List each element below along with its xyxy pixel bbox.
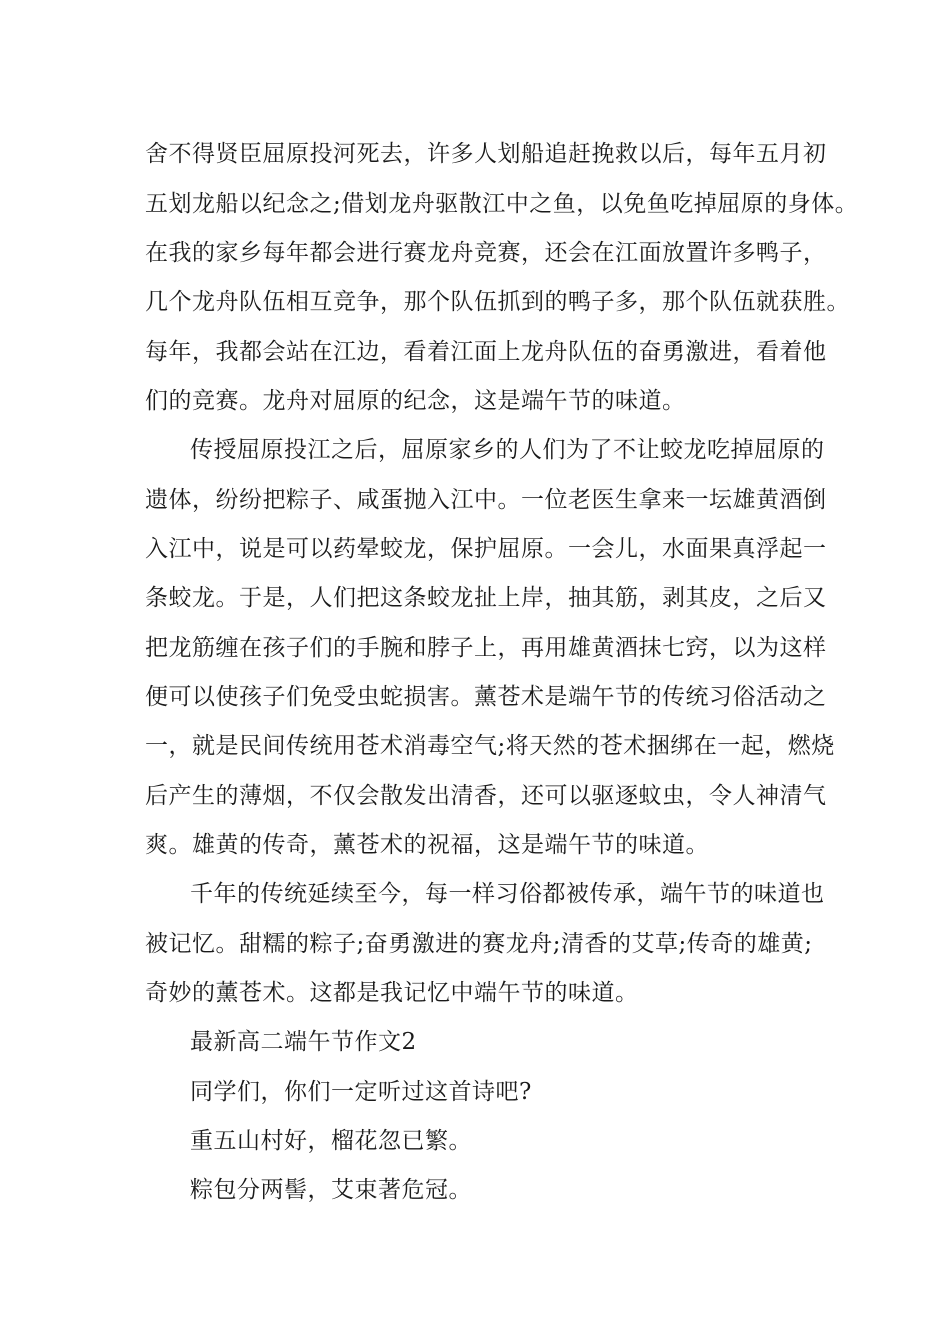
- text-line: 舍不得贤臣屈原投河死去，许多人划船追赶挽救以后，每年五月初: [145, 141, 827, 167]
- text-line: 遗体，纷纷把粽子、咸蛋抛入江中。一位老医生拿来一坛雄黄酒倒: [145, 487, 827, 513]
- paragraph-first-line: 千年的传统延续至今，每一样习俗都被传承，端午节的味道也: [190, 881, 825, 907]
- text-line: 被记忆。甜糯的粽子;奋勇激进的赛龙舟;清香的艾草;传奇的雄黄;: [145, 931, 813, 957]
- text-line: 一，就是民间传统用苍术消毒空气;将天然的苍术捆绑在一起，燃烧: [145, 733, 835, 759]
- text-line: 入江中，说是可以药晕蛟龙，保护屈原。一会儿，水面果真浮起一: [145, 536, 827, 562]
- text-line: 爽。雄黄的传奇，薰苍术的祝福，这是端午节的味道。: [145, 832, 709, 858]
- paragraph-first-line: 同学们，你们一定听过这首诗吧?: [190, 1079, 532, 1105]
- text-line: 奇妙的薰苍术。这都是我记忆中端午节的味道。: [145, 980, 639, 1006]
- poem-line: 粽包分两髻，艾束著危冠。: [190, 1177, 472, 1203]
- text-line: 五划龙船以纪念之;借划龙舟驱散江中之鱼，以免鱼吃掉屈原的身体。: [145, 191, 859, 217]
- text-line: 便可以使孩子们免受虫蛇损害。薰苍术是端午节的传统习俗活动之: [145, 684, 827, 710]
- text-line: 在我的家乡每年都会进行赛龙舟竞赛，还会在江面放置许多鸭子，: [145, 240, 827, 266]
- text-line: 几个龙舟队伍相互竞争，那个队伍抓到的鸭子多，那个队伍就获胜。: [145, 289, 850, 315]
- paragraph-first-line: 传授屈原投江之后，屈原家乡的人们为了不让蛟龙吃掉屈原的: [190, 437, 825, 463]
- text-line: 条蛟龙。于是，人们把这条蛟龙扯上岸，抽其筋，剥其皮，之后又: [145, 585, 827, 611]
- section-heading: 最新高二端午节作文2: [190, 1029, 417, 1055]
- text-line: 把龙筋缠在孩子们的手腕和脖子上，再用雄黄酒抹七窍，以为这样: [145, 635, 827, 661]
- text-line: 们的竞赛。龙舟对屈原的纪念，这是端午节的味道。: [145, 388, 686, 414]
- text-line: 每年，我都会站在江边，看着江面上龙舟队伍的奋勇激进，看着他: [145, 339, 827, 365]
- poem-line: 重五山村好，榴花忽已繁。: [190, 1128, 472, 1154]
- text-line: 后产生的薄烟，不仅会散发出清香，还可以驱逐蚊虫，令人神清气: [145, 783, 827, 809]
